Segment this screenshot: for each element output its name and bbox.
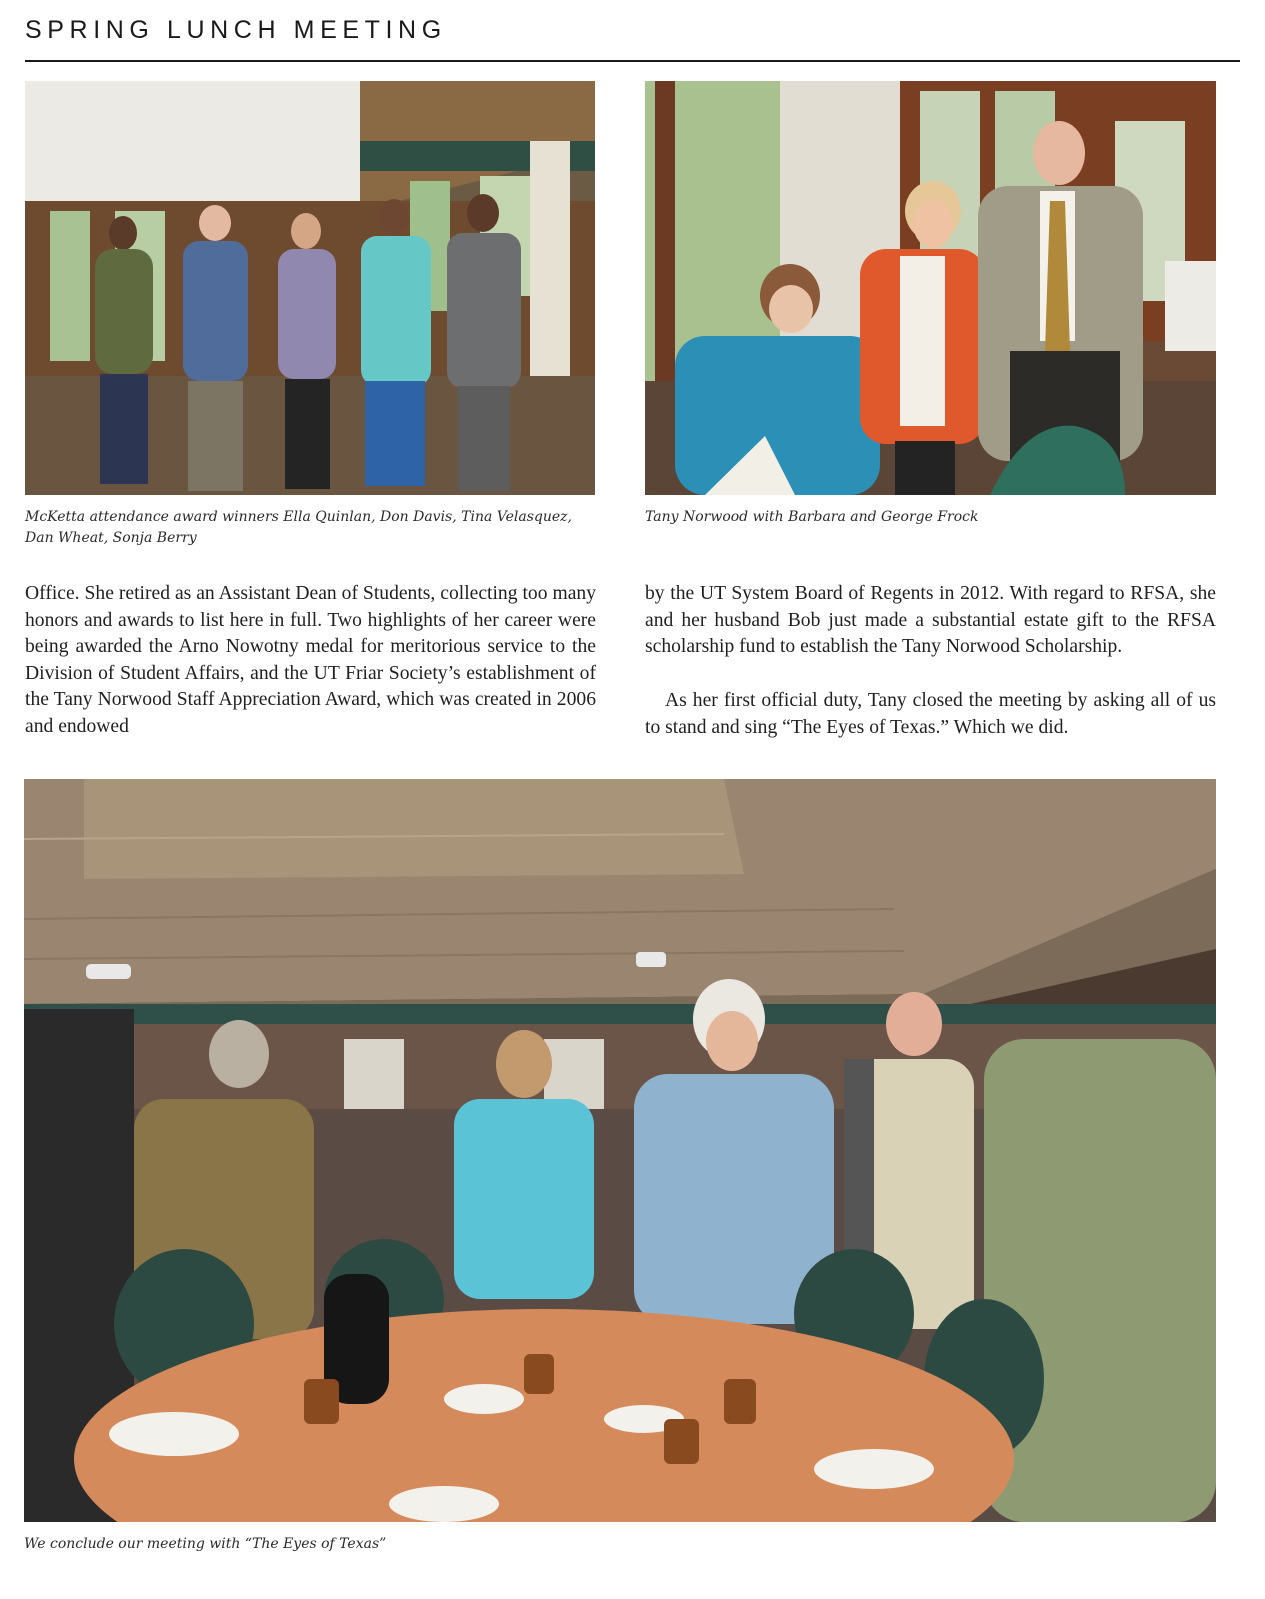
article-paragraph-left: Office. She retired as an Assistant Dean of Students, collecting too many honors and awards to list here in full. Two highlights of her career were being awarded the Arno Nowotny medal for meritorious service to the Division of Student Affairs, and the UT Friar Society’s establishment of the Tany Norwood Staff Appreciation Award, which was created in 2006 and endowed [25, 583, 596, 737]
article-paragraph-right-1: by the UT System Board of Regents in 2012. With regard to RFSA, she and her husband Bob just made a substantial estate gift to the RFSA scholarship fund to establish the Tany Norwood Scholarship. [645, 583, 1216, 658]
caption-tany-norwood: Tany Norwood with Barbara and George Frock [645, 509, 979, 525]
photo-tany-norwood [645, 81, 1216, 495]
page-title: SPRING LUNCH MEETING [25, 16, 447, 44]
photo-award-winners [25, 81, 595, 495]
article-paragraph-right-2: As her first official duty, Tany closed the meeting by asking all of us to stand and sing “The Eyes of Texas.” Which we did. [645, 690, 1216, 738]
caption-eyes-of-texas: We conclude our meeting with “The Eyes of Texas” [24, 1536, 387, 1552]
title-divider [25, 60, 1240, 62]
caption-award-winners: McKetta attendance award winners Ella Quinlan, Don Davis, Tina Velasquez, Dan Wheat, Sonja Berry [25, 509, 572, 546]
photo-eyes-of-texas [24, 779, 1216, 1522]
